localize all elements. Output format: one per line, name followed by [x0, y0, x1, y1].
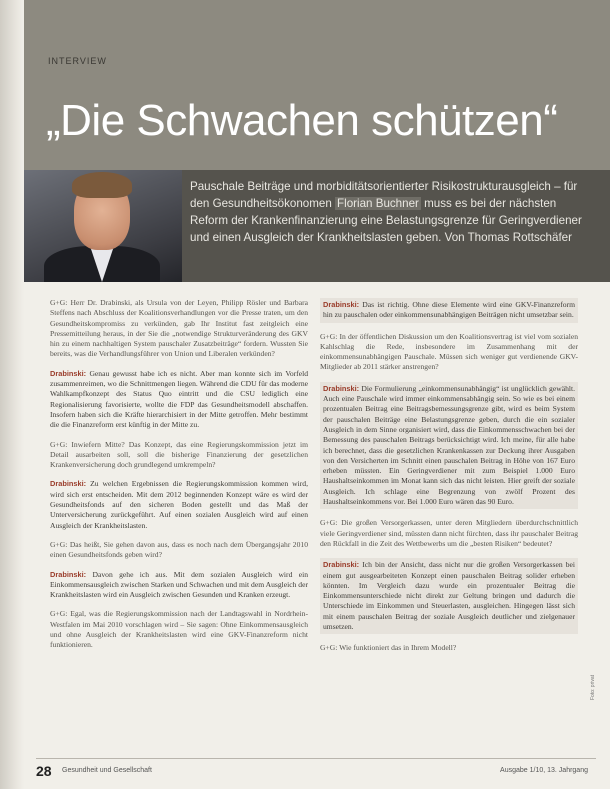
lead-highlight-name: Florian Buchner: [337, 197, 419, 210]
headline: „Die Schwachen schützen“: [46, 96, 558, 145]
paragraph-text: G+G: Inwiefern Mitte? Das Konzept, das eine Regierungskommission jetzt im Detail ausarbeiten soll, soll die bisherige Finanzierung der gesetzlichen Krankenversicherung doch grundlegend umkrempeln?: [50, 439, 308, 470]
interview-question: [50, 440, 308, 471]
paragraph-text: G+G: Egal, was die Regierungskommission nach der Landtagswahl in Nordrhein-Westfalen im Mai 2010 vorschlagen wird – Sie sagen: Ohne Einkommensausgleich und ohne Ausgleich der Krankheitslasten wird eine GKV-Finanzreform nicht funktionieren.: [50, 609, 308, 650]
interview-question: [320, 518, 578, 549]
interview-answer: [50, 369, 308, 431]
interview-answer: [50, 479, 308, 530]
paragraph-text: Zu welchen Ergebnissen die Regierungskommission kommen wird, wird sich erst entscheiden. Mit dem 2012 beginnenden Konzept wäre es wird der Gesundheitsfonds auf den sicheren Boden gestellt und das Maß der Unterversicherung zurückgeführt. Auf einen sozialen Ausgleich wird auf einen Ausgleich der Krankheitslasten.: [50, 479, 308, 530]
paragraph-text: Genau gewusst habe ich es nicht. Aber man konnte sich im Vorfeld zusammenreimen, wo die Schnittmengen liegen. Während die CDU für das moderne Wahlkampfkonzept des Status Quo eintritt und die CSU lediglich eine Regionalisierung favorisierte, wollte die FDP das Gesundheitsmodell abschaffen. Insofern haben sich die Kräfte hierarchisiert in der Mitte getroffen. Mehr bestimmt die die Finanzreform erst künftig in der Mitte zu.: [50, 368, 308, 430]
interview-question: [50, 298, 308, 360]
interview-answer: [320, 382, 578, 510]
interview-columns: [50, 298, 586, 738]
author-portrait: [24, 170, 182, 282]
speaker-label: Drabinski:: [50, 569, 87, 579]
page-binding-shadow: [0, 0, 24, 789]
footer-issue: Ausgabe 1/10, 13. Jahrgang: [500, 767, 588, 774]
interview-answer: [320, 298, 578, 323]
paragraph-text: G+G: Herr Dr. Drabinski, als Ursula von der Leyen, Philipp Rösler und Barbara Steffens nach Abschluss der Koalitionsverhandlungen vor die Presse traten, um den Gesundheitskompromiss zu verkünden, gab Ihr Institut fast zeitgleich eine Pressemitteilung heraus, in der Sie die „notwendige Strukturveränderung des GKV hin zu einem nachhaltigen System pauschaler Zusatzbeiträge“ fordern. Wussten Sie bereits, was die Verhandlungsführer von Union und Liberalen verkünden?: [50, 298, 308, 359]
paragraph-text: G+G: Das heißt, Sie gehen davon aus, dass es noch nach dem Übergangsjahr 2010 einen Gesundheitsfonds geben wird?: [50, 539, 308, 560]
portrait-hair: [72, 172, 132, 198]
page-number: 28: [36, 763, 52, 779]
speaker-label: Drabinski:: [323, 300, 360, 309]
paragraph-text: G+G: In der öffentlichen Diskussion um den Koalitionsvertrag ist viel vom sozialen Kahlschlag die Rede, insbesondere im Zusammenhang mit der einkommensunabhängigen Pauschale. Müssen sich weniger gut verdienende GKV-Mitglieder ab 2011 stärker anstrengen?: [320, 331, 578, 372]
paragraph-text: Ich bin der Ansicht, dass nicht nur die großen Versorgerkassen bei einem gut ausgearbeiteten Konzept einen pauschalen Beitrag solider erheben könnten. Im Vergleich dazu wurde ein prozentualer Beitrag die Einkommensunterschiede nicht direkt zur Geltung bringen und dadurch die Unterschiede im Einkommen und Steuerlasten, ausgleichen. Hingegen lässt sich mit einem pauschalen Beitrag der soziale Ausgleich deutlicher und zielgenauer umsetzen.: [323, 560, 575, 632]
paragraph-text: Die Formulierung „einkommensunabhängig“ ist unglücklich gewählt. Auch eine Pauschale wird immer einkommensabhängig sein. So wie es bei einem prozentualen Beitrag eine Beitragsbemessungsgrenze gibt, wird es beim System der pauschalen Beiträge eine Belastungsgrenze geben, durch die ein sozialer Ausgleich in dem Sinne organisiert wird, dass die Einkommensschwachen bei der Bemessung des pauschalen Beitrags berücksichtigt wird. Ich meine, für alle habe ich berechnet, dass die gesetzlichen Krankenkassen zur Deckung ihrer Ausgaben von den Versicherten im Schnitt einen pauschalen Beitrag in Höhe von 167 Euro erheben müssten. Ein Geringverdiener mit zum Beispiel 1.000 Euro Haushaltseinkommen im Monat kann sich das nicht leisten. Hier greift der soziale Ausgleich. Ich schlage eine Begrenzung von zwölf Prozent des Haushaltseinkommens vor. Bei 1.000 Euro wären das 90 Euro.: [323, 383, 575, 507]
lead-text-end: muss es bei der nächsten Reform der Krankenfinanzierung eine Belastungsgrenze für Geringverdiener und einen Ausgleich der Krankheitslasten geben. Von Thomas Rottschäfer: [190, 197, 582, 244]
speaker-label: Drabinski:: [323, 383, 360, 393]
interview-answer: [320, 558, 578, 634]
speaker-label: Drabinski:: [323, 560, 360, 570]
interview-answer: [50, 570, 308, 601]
lead-text-start: Pauschale Beiträge und morbiditätsorientierter Risikostrukturausgleich – für den Gesundheitsökonomen: [190, 180, 578, 210]
page-footer: [36, 758, 596, 779]
right-column: [320, 298, 578, 738]
interview-question: [50, 540, 308, 561]
interview-question: [50, 609, 308, 650]
paragraph-text: G+G: Wie funktioniert das in Ihrem Modell?: [320, 643, 457, 653]
section-label: INTERVIEW: [48, 56, 107, 66]
left-column: [50, 298, 308, 738]
interview-question: [320, 332, 578, 373]
footer-section-title: Gesundheit und Gesellschaft: [62, 767, 152, 774]
paragraph-text: Das ist richtig. Ohne diese Elemente wird eine GKV-Finanzreform hin zu pauschalen oder einkommensunabhängigen Beiträgen nicht umsetzbar sein.: [323, 300, 575, 320]
speaker-label: Drabinski:: [50, 368, 87, 378]
interview-question: [320, 643, 578, 653]
paragraph-text: G+G: Die großen Versorgerkassen, unter deren Mitgliedern überdurchschnittlich viele Geringverdiener sind, müssten dann nicht fürchten, dass ihr pauschaler Beitrag den Rückfall in die Zeit des Wettbewerbs um die „besten Risiken“ bedeutet?: [320, 518, 578, 548]
lead-paragraph: [190, 178, 590, 246]
speaker-label: Drabinski:: [50, 479, 87, 489]
paragraph-text: Davon gehe ich aus. Mit dem sozialen Ausgleich wird ein Einkommensausgleich zwischen Starken und Schwachen und mit dem Ausgleich der Krankheitslasten wird ein Ausgleich zwischen Gesunden und Kranken erzeugt.: [50, 569, 308, 600]
photo-credit: Foto: privat: [590, 674, 596, 700]
